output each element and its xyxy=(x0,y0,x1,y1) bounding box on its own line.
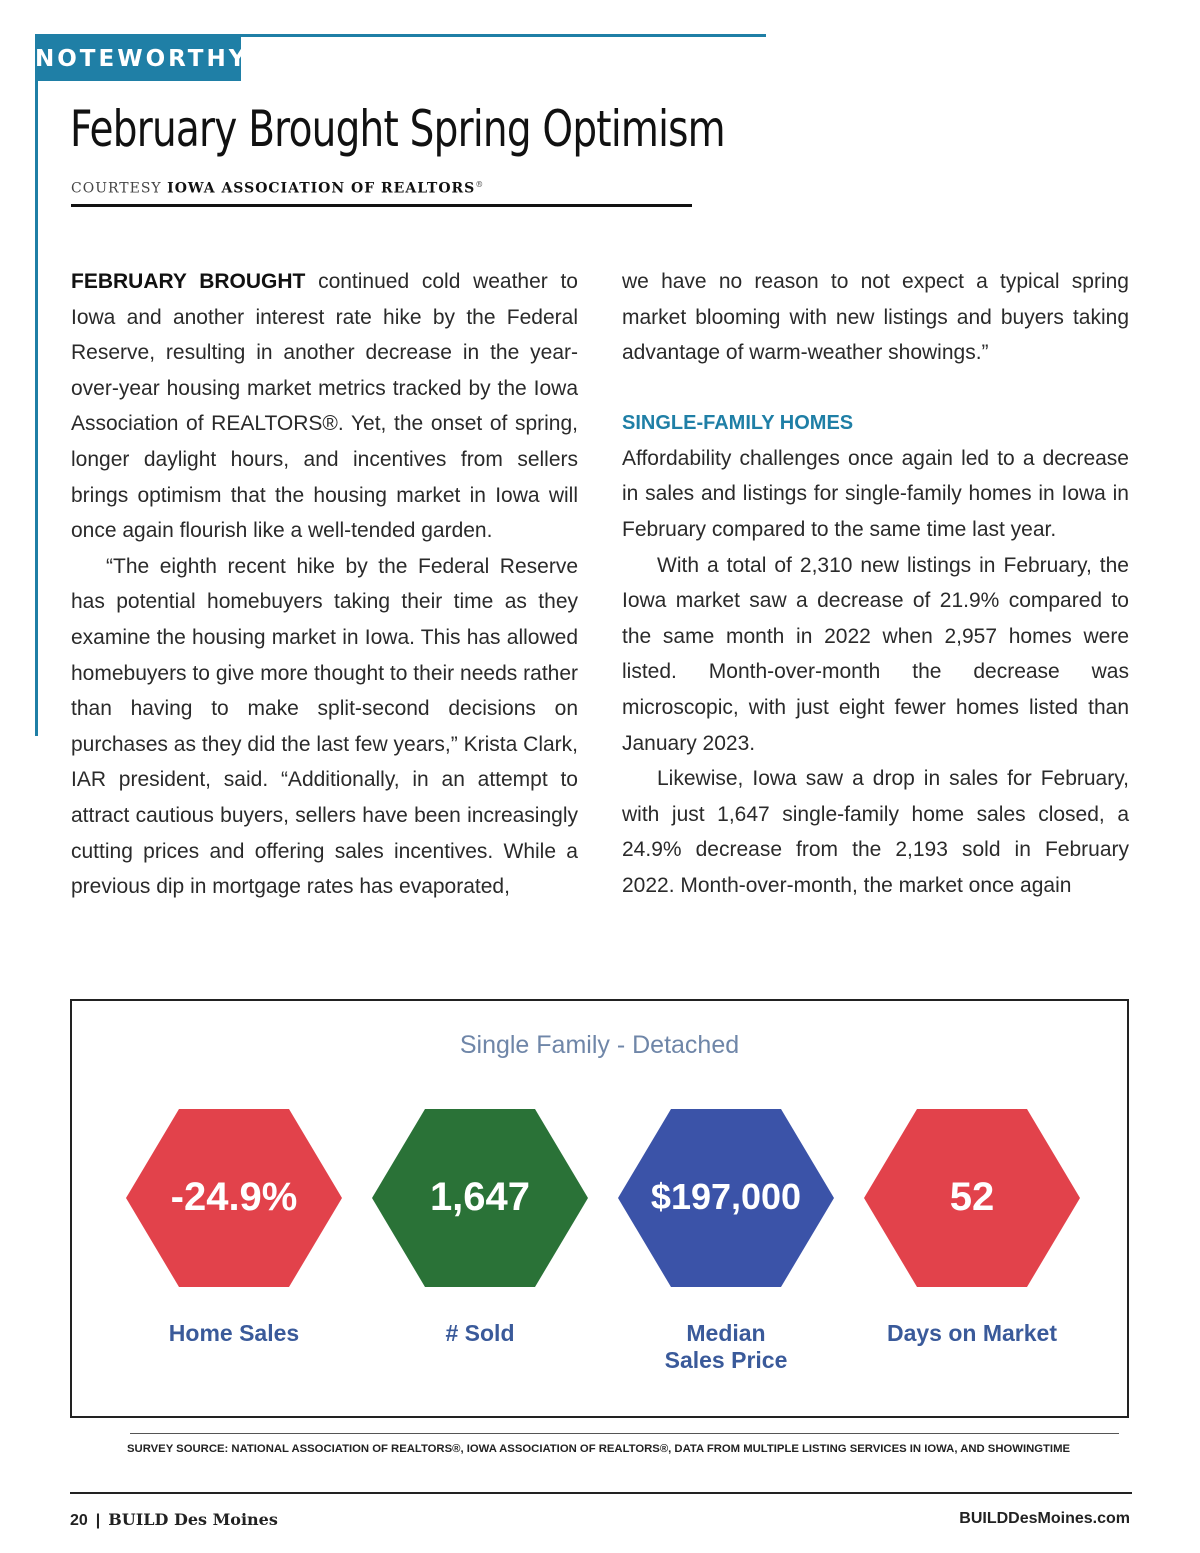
folio-rule xyxy=(70,1492,1132,1494)
footnote-rule xyxy=(130,1433,1119,1434)
stat-label: Days on Market xyxy=(886,1320,1057,1346)
stat-tile-sold xyxy=(370,1107,590,1347)
infographic-panel xyxy=(70,999,1129,1418)
paragraph-4: With a total of 2,310 new listings in February, the Iowa market saw a decrease of 21.9% compared to the same month in 2022 when 2,957 homes were listed. Month-over-month the decrease was microscopic, with just eight fewer homes listed than January 2023. xyxy=(622,553,1129,755)
paragraph-1-text: continued cold weather to Iowa and another interest rate hike by the Federal Reserve, resulting in another decrease in the year-over-year housing market metrics tracked by the Iowa Association of REALTORS®. Yet, the onset of spring, longer daylight hours, and incentives from sellers brings optimism that the housing market in Iowa will once again flourish like a well-tended garden. xyxy=(71,270,578,543)
hexagon-badge xyxy=(862,1107,1082,1289)
paragraph-5: Likewise, Iowa saw a drop in sales for February, with just 1,647 single-family home sales closed, a 24.9% decrease from the 2,193 sold in February 2022. Month-over-month, the market once again xyxy=(622,767,1129,897)
stat-label: # Sold xyxy=(445,1320,515,1346)
stat-tile-home-sales xyxy=(124,1107,344,1347)
stat-value: 1,647 xyxy=(429,1175,531,1219)
article-column-right xyxy=(622,264,1129,904)
hexagon-badge xyxy=(124,1107,344,1289)
stat-label: Median Sales Price xyxy=(664,1320,788,1373)
credit-registered-mark: ® xyxy=(475,180,485,189)
paragraph-2-quote: “The eighth recent hike by the Federal Reserve has potential homebuyers taking their time as they examine the housing market in Iowa. This has allowed homebuyers to give more thought to their needs rather than having to make split-second decisions on purchases as they did the last few years,” Krista Clark, IAR president, said. “Additionally, in an attempt to attract cautious buyers, sellers have been increasingly cutting prices and offering sales incentives. While a previous dip in mortgage rates has evaporated, xyxy=(71,554,578,899)
folio-left xyxy=(70,1510,278,1530)
section-kicker: NOTEWORTHY xyxy=(35,37,241,81)
stat-value: $197,000 xyxy=(650,1176,802,1217)
credit-prefix: COURTESY xyxy=(71,180,162,197)
hexagon-badge xyxy=(616,1107,836,1289)
hexagon-badge xyxy=(370,1107,590,1289)
subhead-single-family: SINGLE-FAMILY HOMES xyxy=(622,411,854,434)
stat-tile-median-price xyxy=(616,1107,836,1374)
website-url: BUILDDesMoines.com xyxy=(959,1510,1130,1527)
survey-source-footnote: SURVEY SOURCE: NATIONAL ASSOCIATION OF REALTORS®, IOWA ASSOCIATION OF REALTORS®, DATA FROM MULTIPLE LISTING SERVICES IN IOWA, AND SHOWINGTIME xyxy=(127,1443,1071,1455)
stat-value: -24.9% xyxy=(170,1175,298,1219)
stat-tile-days-on-market xyxy=(862,1107,1082,1347)
lead-in: FEBRUARY BROUGHT xyxy=(71,270,306,293)
article-column-left xyxy=(71,264,578,905)
folio-separator: | xyxy=(95,1512,101,1529)
paragraph-1 xyxy=(71,264,578,549)
paragraph-3: Affordability challenges once again led to a decrease in sales and listings for single-family homes in Iowa in February compared to the same time last year. xyxy=(622,446,1129,541)
credit-org: IOWA ASSOCIATION OF REALTORS xyxy=(167,180,476,197)
header-frame-left-rule xyxy=(35,34,38,736)
stat-label: Home Sales xyxy=(168,1320,300,1346)
stat-value: 52 xyxy=(949,1175,995,1219)
title-rule xyxy=(71,204,692,207)
paragraph-2-quote-continued: we have no reason to not expect a typical spring market blooming with new listings and buyers taking advantage of warm-weather showings.” xyxy=(622,270,1129,365)
infographic-title: Single Family - Detached xyxy=(459,1031,740,1059)
page-number: 20 xyxy=(70,1512,88,1529)
article-credit xyxy=(71,180,484,197)
article-title: February Brought Spring Optimism xyxy=(70,100,725,158)
publication-name: BUILD Des Moines xyxy=(108,1510,278,1529)
